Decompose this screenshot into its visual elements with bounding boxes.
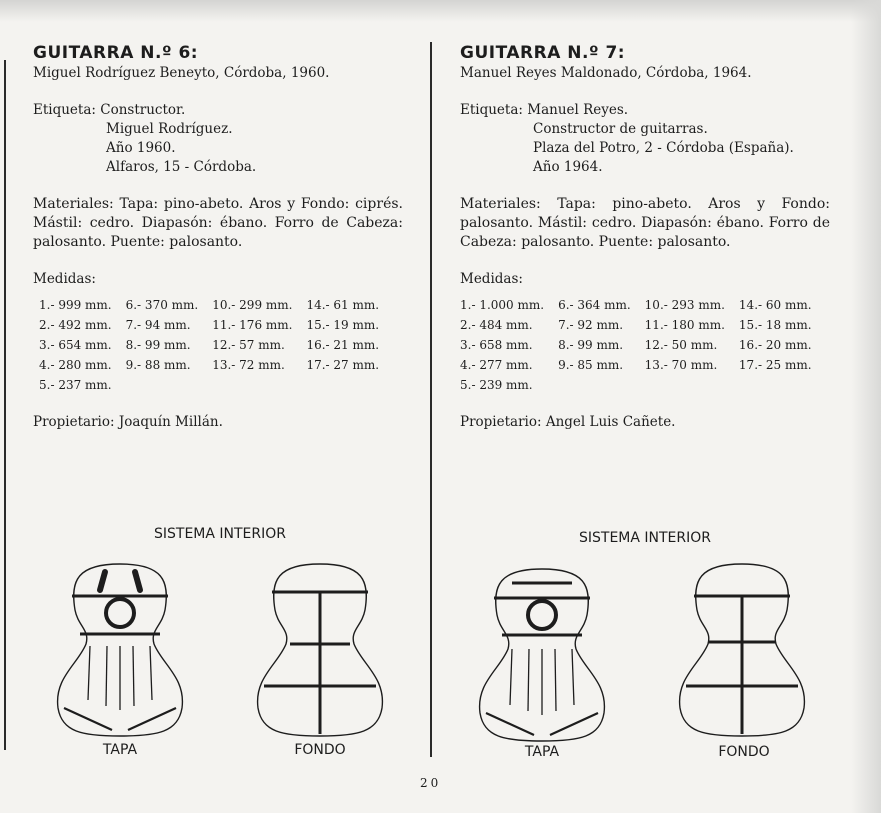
medida: 3.- 658 mm. (460, 338, 533, 352)
medida: 3.- 654 mm. (39, 338, 112, 352)
table-row (460, 335, 826, 355)
guitar-6-tapa-diagram (50, 560, 190, 740)
guitar-6-entry (33, 42, 403, 432)
medida: 6.- 364 mm. (558, 298, 631, 312)
medida: 17.- 25 mm. (738, 358, 812, 372)
medida: 16.- 21 mm. (306, 338, 380, 352)
guitar-6-etiqueta (33, 101, 403, 177)
medida: 5.- 237 mm. (39, 378, 112, 392)
guitar-7-title: GUITARRA N.º 7: (460, 43, 626, 63)
medida: 6.- 370 mm. (125, 298, 199, 312)
page-right-shadow (851, 0, 881, 813)
guitar-6-propietario: Propietario: Joaquín Millán. (33, 414, 223, 430)
medida: 12.- 57 mm. (212, 338, 285, 352)
guitar-7-medidas-table (460, 295, 826, 395)
medida: 15.- 18 mm. (738, 318, 812, 332)
medida: 14.- 60 mm. (738, 298, 812, 312)
etiqueta-line: Constructor de guitarras. (533, 121, 708, 137)
etiqueta-line: Manuel Reyes. (527, 102, 629, 118)
medida: 9.- 88 mm. (125, 358, 191, 372)
table-row (39, 375, 393, 395)
medida: 2.- 484 mm. (460, 318, 533, 332)
etiqueta-line: Año 1964. (533, 159, 603, 175)
medida: 1.- 1.000 mm. (460, 298, 545, 312)
etiqueta-line: Año 1960. (106, 140, 176, 156)
left-margin-rule (4, 60, 6, 750)
table-row (460, 355, 826, 375)
guitar-7-tapa-label: TAPA (524, 744, 560, 760)
medida: 17.- 27 mm. (306, 358, 380, 372)
guitar-7-propietario: Propietario: Angel Luis Cañete. (460, 414, 676, 430)
medida: 11.- 176 mm. (212, 318, 293, 332)
table-row (39, 315, 393, 335)
etiqueta-label: Etiqueta: (460, 102, 523, 118)
medida: 7.- 94 mm. (125, 318, 191, 332)
guitar-6-sistema-heading: SISTEMA INTERIOR (153, 526, 286, 542)
etiqueta-line: Miguel Rodríguez. (106, 121, 233, 137)
medida: 15.- 19 mm. (306, 318, 380, 332)
guitar-6-fondo-diagram (250, 560, 390, 740)
medida: 7.- 92 mm. (558, 318, 624, 332)
medida: 16.- 20 mm. (738, 338, 812, 352)
table-row (460, 315, 826, 335)
etiqueta-label: Etiqueta: (33, 102, 96, 118)
guitar-7-entry (460, 42, 830, 432)
guitar-7-materiales: Materiales: Tapa: pino-abeto. Aros y Fondo: palosanto. Mástil: cedro. Diapasón: ébano. Forro de Cabeza: palosanto. Puente: palosanto. (460, 196, 830, 250)
medida: 13.- 70 mm. (644, 358, 718, 372)
medidas-label: Medidas: (460, 271, 523, 287)
guitar-6-tapa-label: TAPA (102, 742, 138, 758)
medida: 12.- 50 mm. (644, 338, 718, 352)
table-row (39, 355, 393, 375)
guitar-6-medidas-table (39, 295, 393, 395)
medida: 2.- 492 mm. (39, 318, 112, 332)
guitar-7-sistema-heading: SISTEMA INTERIOR (578, 530, 711, 546)
medidas-label: Medidas: (33, 271, 96, 287)
table-row (460, 295, 826, 315)
etiqueta-line: Plaza del Potro, 2 - Córdoba (España). (533, 140, 794, 156)
guitar-6-materiales: Materiales: Tapa: pino-abeto. Aros y Fondo: ciprés. Mástil: cedro. Diapasón: ébano. Forro de Cabeza: palosanto. Puente: palosanto. (33, 196, 403, 250)
table-row (39, 295, 393, 315)
etiqueta-line: Constructor. (100, 102, 186, 118)
guitar-7-etiqueta (460, 101, 830, 177)
medida: 8.- 99 mm. (125, 338, 191, 352)
etiqueta-line: Alfaros, 15 - Córdoba. (106, 159, 257, 175)
guitar-6-maker: Miguel Rodríguez Beneyto, Córdoba, 1960. (33, 65, 330, 81)
medida: 14.- 61 mm. (306, 298, 380, 312)
page-top-shadow (0, 0, 881, 22)
table-row (460, 375, 826, 395)
medida: 10.- 293 mm. (644, 298, 725, 312)
table-row (39, 335, 393, 355)
guitar-7-maker: Manuel Reyes Maldonado, Córdoba, 1964. (460, 65, 752, 81)
guitar-7-tapa-diagram (472, 565, 612, 745)
medida: 11.- 180 mm. (644, 318, 725, 332)
medida: 8.- 99 mm. (558, 338, 624, 352)
page-number: 20 (420, 776, 442, 790)
medida: 5.- 239 mm. (460, 378, 533, 392)
guitar-7-fondo-diagram (672, 560, 812, 740)
medida: 10.- 299 mm. (212, 298, 293, 312)
medida: 9.- 85 mm. (558, 358, 624, 372)
guitar-6-title: GUITARRA N.º 6: (33, 43, 199, 63)
medida: 4.- 280 mm. (39, 358, 112, 372)
guitar-6-fondo-label: FONDO (294, 742, 346, 758)
medida: 4.- 277 mm. (460, 358, 533, 372)
medida: 1.- 999 mm. (39, 298, 112, 312)
medida: 13.- 72 mm. (212, 358, 285, 372)
guitar-7-fondo-label: FONDO (718, 744, 770, 760)
column-divider (430, 42, 432, 757)
